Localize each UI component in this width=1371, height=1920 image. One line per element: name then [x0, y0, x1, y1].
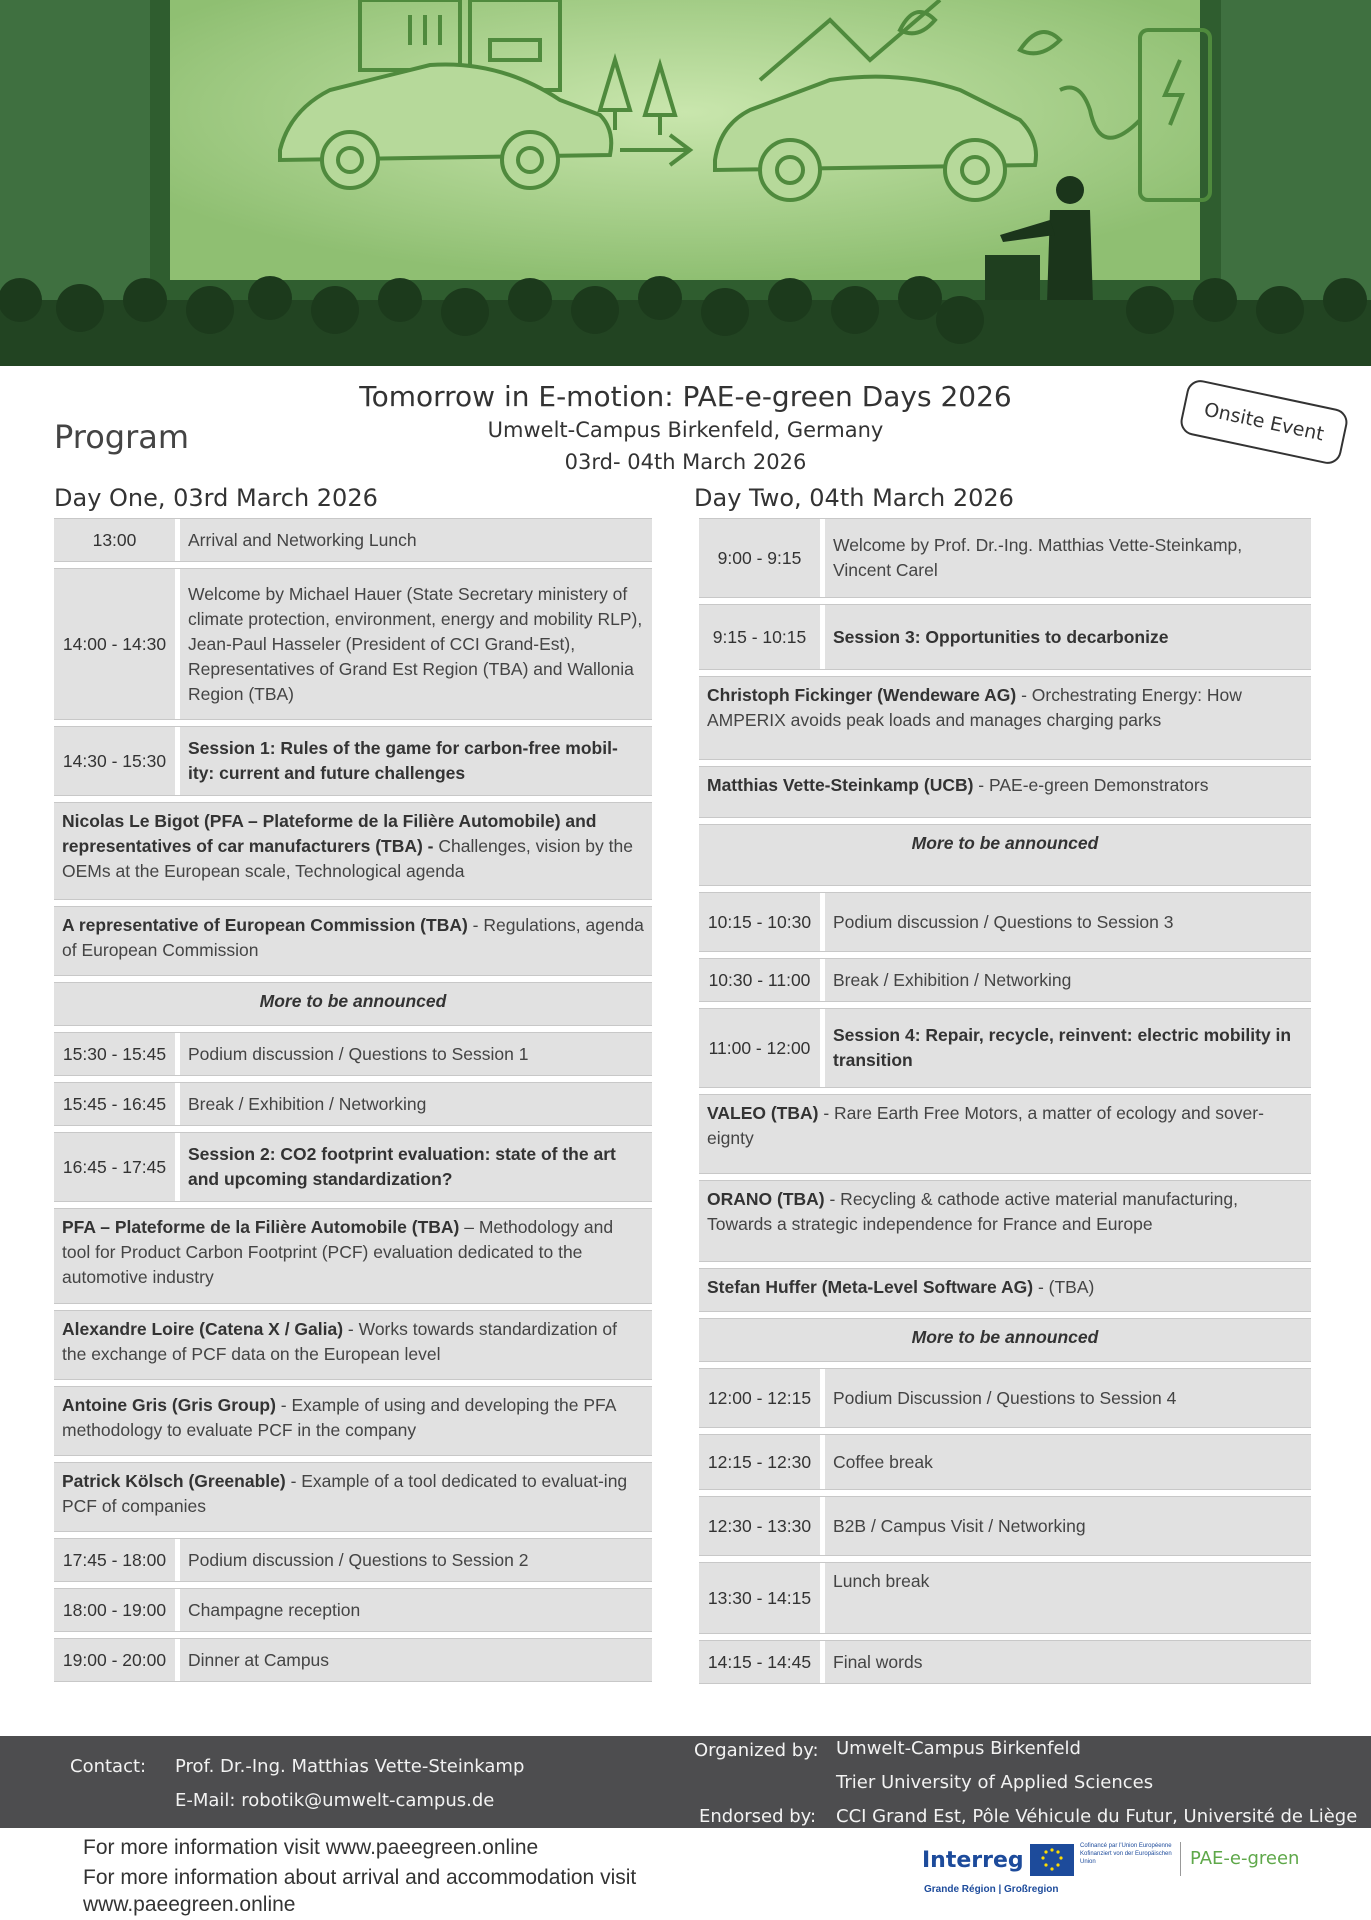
session-text: Final words — [833, 1651, 923, 1672]
schedule-row — [699, 958, 1311, 1002]
session-title: Session 1: Rules of the game for carbon-free mobil-ity: current and future challenges — [188, 738, 618, 783]
info-accommodation: For more information about arrival and accommodation visit — [83, 1866, 637, 1889]
schedule-row — [699, 604, 1311, 670]
speaker-name: Antoine Gris (Gris Group) — [62, 1395, 276, 1415]
session-text: Podium discussion / Questions to Session 2 — [188, 1549, 529, 1570]
session-description — [180, 727, 652, 795]
speaker-entry — [54, 1387, 652, 1455]
schedule-row — [699, 518, 1311, 598]
session-description — [825, 893, 1311, 951]
day-two-schedule — [699, 518, 1311, 1690]
session-description — [825, 1641, 1311, 1683]
info-website[interactable]: For more information visit www.paeegreen.online — [83, 1836, 539, 1859]
contact-email[interactable]: E-Mail: robotik@umwelt-campus.de — [175, 1790, 495, 1811]
speaker-row — [54, 906, 652, 976]
schedule-row — [54, 1032, 652, 1076]
speaker-entry — [54, 1463, 652, 1531]
schedule-row — [699, 892, 1311, 952]
footer-bar — [0, 1736, 1371, 1828]
contact-label: Contact: — [70, 1756, 147, 1777]
session-description — [180, 1033, 652, 1075]
speaker-entry — [699, 677, 1311, 759]
session-text: Coffee break — [833, 1451, 933, 1472]
session-description — [180, 1133, 652, 1201]
session-title: Session 2: CO2 footprint evaluation: state of the art and upcoming standardization? — [188, 1144, 616, 1189]
time-slot: 14:15 - 14:45 — [699, 1641, 825, 1683]
event-location: Umwelt-Campus Birkenfeld, Germany — [487, 418, 884, 442]
schedule-row — [54, 1132, 652, 1202]
speaker-row — [54, 1462, 652, 1532]
schedule-row — [54, 568, 652, 720]
speaker-name: VALEO (TBA) — [707, 1103, 819, 1123]
session-description — [180, 519, 652, 561]
contact-name: Prof. Dr.-Ing. Matthias Vette-Steinkamp — [175, 1756, 525, 1777]
session-description — [825, 1497, 1311, 1555]
session-text: Lunch break — [833, 1571, 930, 1591]
day-one-schedule — [54, 518, 652, 1688]
eu-flag-icon — [1030, 1844, 1074, 1876]
banner-illustration — [0, 0, 1371, 366]
speaker-name: Alexandre Loire (Catena X / Galia) — [62, 1319, 344, 1339]
session-text: B2B / Campus Visit / Networking — [833, 1515, 1086, 1536]
speaker-name: A representative of European Commission (TBA) — [62, 915, 468, 935]
speaker-name: Christoph Fickinger (Wendeware AG) — [707, 685, 1017, 705]
speaker-entry — [54, 803, 652, 899]
session-description — [825, 959, 1311, 1001]
speaker-entry — [54, 1209, 652, 1303]
speaker-row — [54, 1386, 652, 1456]
session-description — [825, 1435, 1311, 1489]
session-description — [180, 1589, 652, 1631]
session-text: Break / Exhibition / Networking — [188, 1093, 427, 1114]
speaker-row — [54, 1208, 652, 1304]
schedule-row — [54, 1082, 652, 1126]
speaker-name: Patrick Kölsch (Greenable) — [62, 1471, 286, 1491]
organized-line-1: Umwelt-Campus Birkenfeld — [836, 1738, 1081, 1759]
time-slot: 15:45 - 16:45 — [54, 1083, 180, 1125]
speaker-name: ORANO (TBA) — [707, 1189, 825, 1209]
organized-line-2: Trier University of Applied Sciences — [836, 1772, 1154, 1793]
speaker-name: PFA – Plateforme de la Filière Automobile (TBA) — [62, 1217, 460, 1237]
speaker-topic: - Works towards standardization of the exchange of PCF data on the European level — [62, 1319, 618, 1364]
schedule-row — [54, 726, 652, 796]
session-text: Welcome by Michael Hauer (State Secretary ministery of climate protection, environment, energy and mobility RLP), Jean-Paul Hasseler (President of CCI Grand-Est), Representatives of Grand Est Region (TBA) and Wallonia Region (TBA) — [188, 583, 643, 704]
announcement-row — [699, 824, 1311, 886]
speaker-row — [699, 1094, 1311, 1174]
session-description — [180, 1539, 652, 1581]
announcement-text: More to be announced — [911, 1327, 1099, 1347]
session-text: Podium discussion / Questions to Session 1 — [188, 1043, 529, 1064]
speaker-topic: - Orchestrating Energy: How AMPERIX avoids peak loads and manages charging parks — [707, 685, 1242, 730]
info-accommodation-url[interactable]: www.paeegreen.online — [83, 1893, 296, 1916]
speaker-topic: - Regulations, agenda of European Commission — [62, 915, 644, 960]
time-slot: 12:15 - 12:30 — [699, 1435, 825, 1489]
speaker-row — [54, 802, 652, 900]
day-one-heading: Day One, 03rd March 2026 — [54, 484, 378, 512]
session-description — [180, 1639, 652, 1681]
endorsed-text: CCI Grand Est, Pôle Véhicule du Futur, Université de Liège — [836, 1806, 1358, 1827]
interreg-logo: Interreg — [922, 1848, 1024, 1873]
time-slot: 19:00 - 20:00 — [54, 1639, 180, 1681]
organized-label: Organized by: — [694, 1740, 819, 1761]
endorsed-label: Endorsed by: — [699, 1806, 817, 1827]
event-dates: 03rd- 04th March 2026 — [564, 450, 807, 474]
session-text: Champagne reception — [188, 1599, 361, 1620]
session-description — [825, 1563, 1311, 1633]
time-slot: 10:15 - 10:30 — [699, 893, 825, 951]
time-slot: 11:00 - 12:00 — [699, 1009, 825, 1087]
speaker-row — [54, 1310, 652, 1380]
time-slot: 16:45 - 17:45 — [54, 1133, 180, 1201]
session-text: Podium Discussion / Questions to Session 4 — [833, 1387, 1177, 1408]
speaker-row — [699, 1180, 1311, 1262]
session-description — [825, 1369, 1311, 1427]
time-slot: 14:30 - 15:30 — [54, 727, 180, 795]
time-slot: 10:30 - 11:00 — [699, 959, 825, 1001]
speaker-topic: - (TBA) — [1033, 1277, 1095, 1297]
speaker-topic: – Methodology and tool for Product Carbon Footprint (PCF) evaluation dedicated to the automotive industry — [62, 1217, 614, 1287]
speaker-topic: - PAE-e-green Demonstrators — [973, 775, 1209, 795]
time-slot: 12:30 - 13:30 — [699, 1497, 825, 1555]
program-heading: Program — [54, 418, 190, 456]
schedule-row — [54, 1538, 652, 1582]
time-slot: 9:00 - 9:15 — [699, 519, 825, 597]
speaker-name: Nicolas Le Bigot (PFA – Plateforme de la Filière Automobile) and representatives of car manufacturers (TBA) - — [62, 811, 597, 856]
speaker-row — [699, 676, 1311, 760]
speaker-entry — [699, 1095, 1311, 1173]
speaker-topic: Challenges, vision by the OEMs at the European scale, Technological agenda — [62, 836, 633, 881]
schedule-row — [54, 1588, 652, 1632]
pae-e-green-logo: PAE-e-green — [1190, 1848, 1300, 1869]
time-slot: 18:00 - 19:00 — [54, 1589, 180, 1631]
schedule-row — [699, 1008, 1311, 1088]
schedule-row — [699, 1496, 1311, 1556]
sponsor-logos — [922, 1842, 1302, 1902]
schedule-row — [699, 1368, 1311, 1428]
time-slot: 15:30 - 15:45 — [54, 1033, 180, 1075]
speaker-entry — [54, 907, 652, 975]
schedule-row — [54, 1638, 652, 1682]
time-slot: 13:00 — [54, 519, 180, 561]
session-description — [825, 519, 1311, 597]
schedule-row — [699, 1640, 1311, 1684]
speaker-name: Stefan Huffer (Meta-Level Software AG) — [707, 1277, 1034, 1297]
time-slot: 14:00 - 14:30 — [54, 569, 180, 719]
event-title: Tomorrow in E-motion: PAE-e-green Days 2026 — [359, 380, 1012, 413]
announcement-text: More to be announced — [911, 833, 1099, 853]
announcement-text: More to be announced — [259, 991, 447, 1011]
session-description — [180, 1083, 652, 1125]
speaker-entry — [54, 1311, 652, 1379]
session-text: Arrival and Networking Lunch — [188, 529, 417, 550]
session-description — [825, 1009, 1311, 1087]
session-text: Dinner at Campus — [188, 1649, 330, 1670]
speaker-entry — [699, 1181, 1311, 1261]
speaker-topic: - Example of using and developing the PFA methodology to evaluate PCF in the company — [62, 1395, 616, 1440]
speaker-row — [699, 1268, 1311, 1312]
eu-cofunded-text: Cofinancé par l'Union Européenne Kofinanziert von der Europäischen Union — [1080, 1843, 1172, 1865]
time-slot: 13:30 - 14:15 — [699, 1563, 825, 1633]
time-slot: 9:15 - 10:15 — [699, 605, 825, 669]
speaker-row — [699, 766, 1311, 818]
day-two-heading: Day Two, 04th March 2026 — [694, 484, 1014, 512]
interreg-region: Grande Région | Großregion — [924, 1884, 1059, 1895]
announcement-row — [699, 1318, 1311, 1362]
session-description — [180, 569, 652, 719]
session-description — [825, 605, 1311, 669]
time-slot: 12:00 - 12:15 — [699, 1369, 825, 1427]
speaker-entry — [699, 1269, 1311, 1311]
speaker-topic: - Rare Earth Free Motors, a matter of ecology and sover-eignty — [707, 1103, 1264, 1148]
session-text: Break / Exhibition / Networking — [833, 969, 1072, 990]
session-title: Session 3: Opportunities to decarbonize — [833, 626, 1169, 647]
schedule-row — [699, 1562, 1311, 1634]
schedule-row — [699, 1434, 1311, 1490]
logo-divider — [1180, 1842, 1181, 1876]
announcement-row — [54, 982, 652, 1026]
speaker-name: Matthias Vette-Steinkamp (UCB) — [707, 775, 974, 795]
speaker-topic: - Recycling & cathode active material manufacturing, Towards a strategic independence for France and Europe — [707, 1189, 1239, 1234]
speaker-entry — [699, 767, 1311, 817]
time-slot: 17:45 - 18:00 — [54, 1539, 180, 1581]
speaker-topic: - Example of a tool dedicated to evaluat-ing PCF of companies — [62, 1471, 628, 1516]
session-text: Welcome by Prof. Dr.-Ing. Matthias Vette-Steinkamp, Vincent Carel — [833, 535, 1243, 580]
schedule-row — [54, 518, 652, 562]
session-text: Podium discussion / Questions to Session 3 — [833, 911, 1174, 932]
session-title: Session 4: Repair, recycle, reinvent: electric mobility in transition — [833, 1025, 1292, 1070]
onsite-badge: Onsite Event — [1178, 378, 1350, 467]
